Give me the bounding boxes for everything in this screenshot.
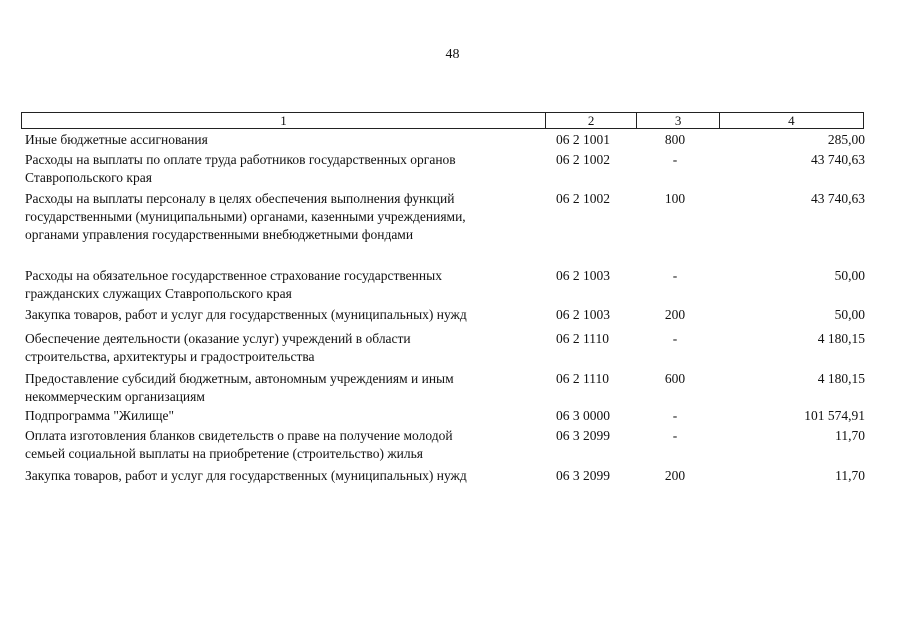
row-description: [25, 467, 525, 485]
page-number: 48: [445, 47, 460, 62]
row-code: 06 2 1003: [556, 307, 610, 322]
row-description-line: государственными (муниципальными) органами, казенными учреждениями,: [25, 209, 466, 224]
header-col-2: 2: [546, 113, 637, 128]
row-description-line: Предоставление субсидий бюджетным, автономным учреждениям и иным: [25, 371, 454, 386]
row-amount: 101 574,91: [804, 408, 865, 423]
row-description-line: Расходы на обязательное государственное страхование государственных: [25, 268, 442, 283]
row-description: [25, 306, 525, 324]
row-code: 06 2 1110: [556, 331, 609, 346]
header-col-4: 4: [788, 113, 795, 128]
row-description-line: семьей социальной выплаты на приобретение (строительство) жилья: [25, 446, 423, 461]
row-group: 100: [664, 191, 686, 206]
row-description: [25, 267, 525, 303]
row-code: 06 2 1002: [556, 152, 610, 167]
row-description-line: Оплата изготовления бланков свидетельств о праве на получение молодой: [25, 428, 453, 443]
row-code: 06 3 2099: [556, 428, 610, 443]
row-description-line: органами управления государственными внебюджетными фондами: [25, 227, 414, 242]
row-group: 200: [664, 468, 686, 483]
row-amount: 4 180,15: [817, 331, 865, 346]
row-description-line: Расходы на выплаты персоналу в целях обеспечения выполнения функций: [25, 191, 455, 206]
row-code: 06 2 1003: [556, 268, 610, 283]
row-amount: 50,00: [834, 268, 865, 283]
row-group: -: [672, 268, 678, 283]
row-description-line: Закупка товаров, работ и услуг для государственных (муниципальных) нужд: [25, 307, 467, 322]
row-description-line: гражданских служащих Ставропольского края: [25, 286, 292, 301]
row-code: 06 2 1002: [556, 191, 610, 206]
row-description-line: Закупка товаров, работ и услуг для государственных (муниципальных) нужд: [25, 468, 467, 483]
row-description: [25, 131, 525, 149]
header-col-1: 1: [22, 113, 546, 128]
row-group: 600: [664, 371, 686, 386]
row-group: -: [672, 428, 678, 443]
row-group: -: [672, 331, 678, 346]
row-description-line: Иные бюджетные ассигнования: [25, 132, 208, 147]
row-code: 06 2 1110: [556, 371, 609, 386]
row-description: [25, 427, 525, 463]
row-description-line: некоммерческим организациям: [25, 389, 205, 404]
row-description: [25, 330, 525, 366]
row-group: 200: [664, 307, 686, 322]
row-code: 06 3 0000: [556, 408, 610, 423]
table-header: [21, 112, 864, 129]
row-amount: 43 740,63: [811, 191, 865, 206]
row-description-line: Подпрограмма "Жилище": [25, 408, 175, 423]
row-amount: 285,00: [827, 132, 865, 147]
row-description: [25, 151, 525, 187]
row-amount: 50,00: [834, 307, 865, 322]
row-amount: 43 740,63: [811, 152, 865, 167]
row-description: [25, 190, 525, 244]
row-group: -: [672, 408, 678, 423]
row-description-line: Расходы на выплаты по оплате труда работников государственных органов: [25, 152, 456, 167]
row-amount: 4 180,15: [817, 371, 865, 386]
row-description-line: Ставропольского края: [25, 170, 152, 185]
row-code: 06 3 2099: [556, 468, 610, 483]
row-description-line: строительства, архитектуры и градостроительства: [25, 349, 315, 364]
row-amount: 11,70: [835, 468, 865, 483]
row-description: [25, 370, 525, 406]
row-code: 06 2 1001: [556, 132, 610, 147]
row-amount: 11,70: [835, 428, 865, 443]
row-description-line: Обеспечение деятельности (оказание услуг) учреждений в области: [25, 331, 411, 346]
row-description: [25, 407, 525, 425]
row-group: 800: [664, 132, 686, 147]
header-col-3: 3: [637, 113, 720, 128]
row-group: -: [672, 152, 678, 167]
